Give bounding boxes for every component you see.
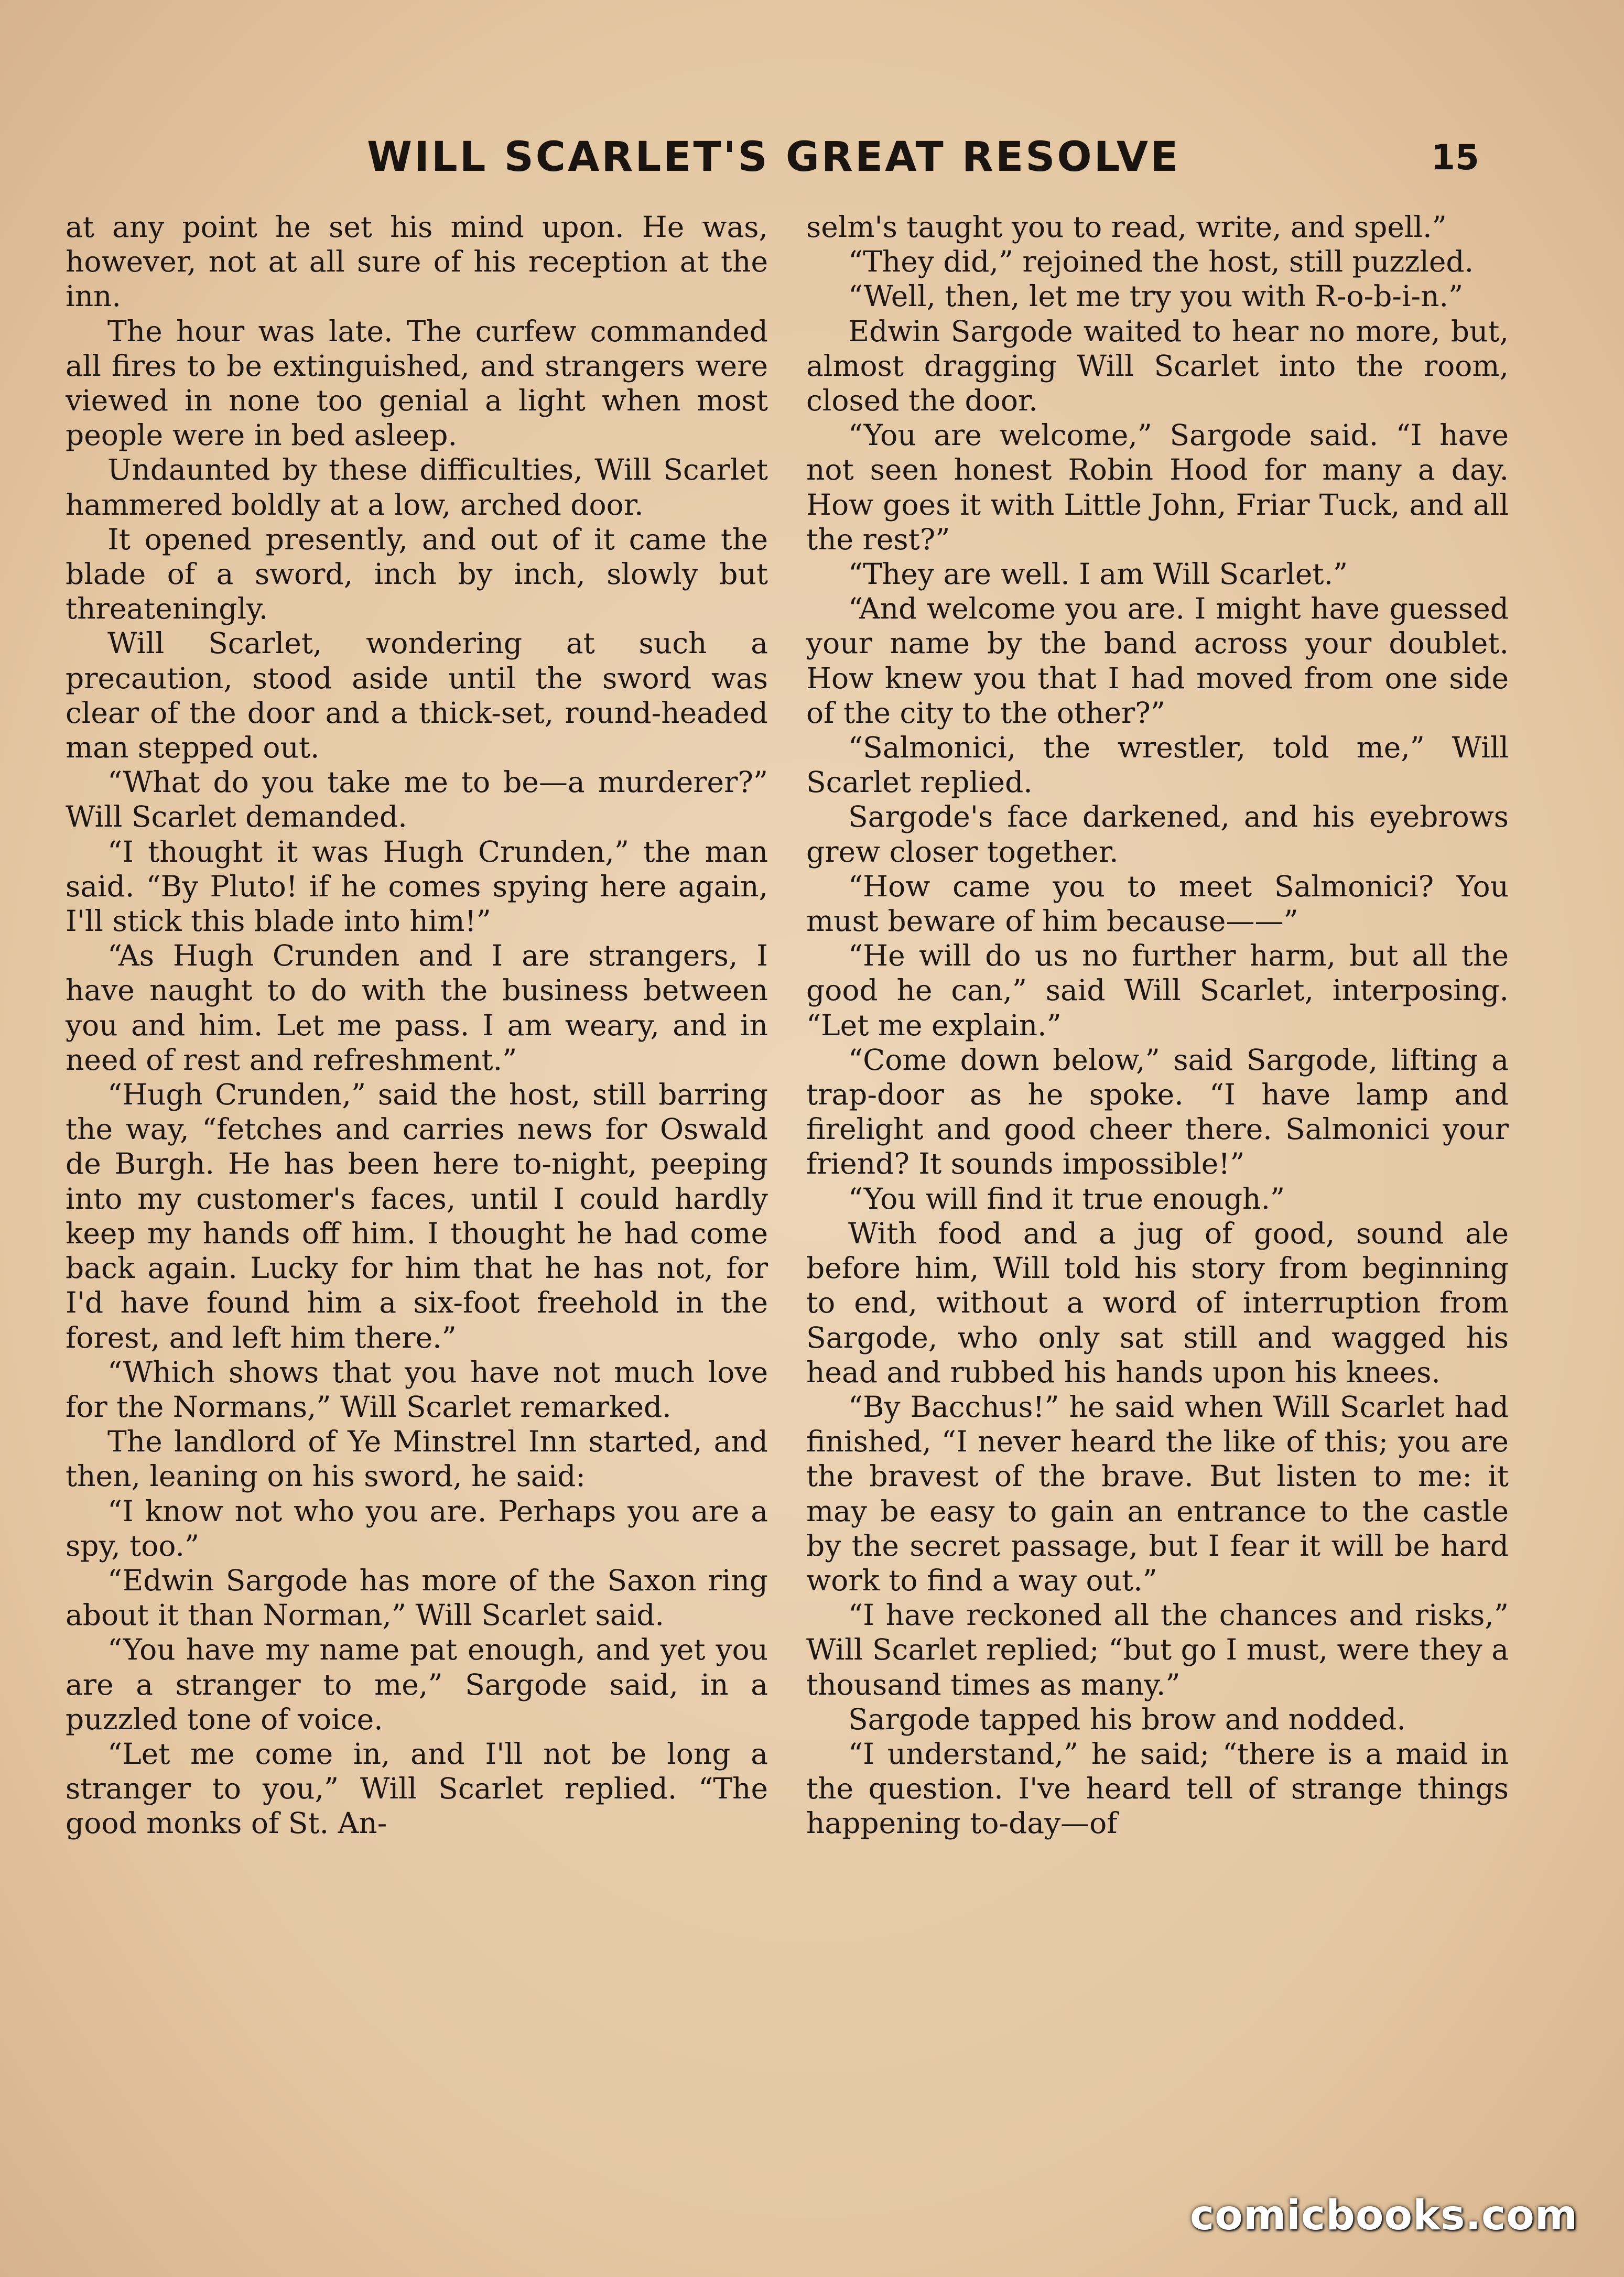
paragraph: “I thought it was Hugh Crunden,” the man said. “By Pluto! if he comes spying here again, I'll stick this blade into him!” (66, 834, 768, 938)
paragraph: “I have reckoned all the chances and risks,” Will Scarlet replied; “but go I must, were they a thousand times as many.” (806, 1598, 1509, 1701)
paragraph: “Hugh Crunden,” said the host, still barring the way, “fetches and carries news for Oswald de Burgh. He has been here to-night, peeping into my customer's faces, until I could hardly keep my hands off him. I thought he had come back again. Lucky for him that he has not, for I'd have found him a six-foot freehold in the forest, and left him there.” (66, 1078, 768, 1354)
paragraph: “Let me come in, and I'll not be long a stranger to you,” Will Scarlet replied. “The good monks of St. An- (66, 1737, 768, 1840)
paragraph: “As Hugh Crunden and I are strangers, I have naught to do with the business between you and him. Let me pass. I am weary, and in need of rest and refreshment.” (66, 939, 768, 1077)
paragraph: “He will do us no further harm, but all the good he can,” said Will Scarlet, interposing. “Let me explain.” (806, 939, 1509, 1042)
paragraph: It opened presently, and out of it came the blade of a sword, inch by inch, slowly but threateningly. (66, 522, 768, 626)
paragraph: The hour was late. The curfew commanded all fires to be extinguished, and strangers were viewed in none too genial a light when most people were in bed asleep. (66, 314, 768, 452)
page-number: 15 (1431, 137, 1479, 178)
paragraph: “I understand,” he said; “there is a maid in the question. I've heard tell of strange things happening to-day—of (806, 1737, 1509, 1840)
paragraph: The landlord of Ye Minstrel Inn started, and then, leaning on his sword, he said: (66, 1425, 768, 1493)
paragraph: Sargode tapped his brow and nodded. (848, 1702, 1406, 1736)
paragraph: “You are welcome,” Sargode said. “I have not seen honest Robin Hood for many a day. How goes it with Little John, Friar Tuck, and all the rest?” (806, 418, 1509, 556)
paragraph: “What do you take me to be—a murderer?” Will Scarlet demanded. (66, 765, 768, 834)
paragraph: selm's taught you to read, write, and spell.” (806, 210, 1447, 244)
watermark-text: comicbooks.com (1190, 2192, 1578, 2239)
paragraph: “I know not who you are. Perhaps you are a spy, too.” (66, 1494, 768, 1563)
paragraph: “You will find it true enough.” (848, 1181, 1285, 1216)
paragraph: Undaunted by these difficulties, Will Scarlet hammered boldly at a low, arched door. (66, 453, 768, 522)
paragraph: “Which shows that you have not much love for the Normans,” Will Scarlet remarked. (66, 1355, 768, 1424)
paragraph: “Come down below,” said Sargode, lifting a trap-door as he spoke. “I have lamp and firelight and good cheer there. Salmonici your friend? It sounds impossible!” (806, 1043, 1509, 1181)
paragraph: “They are well. I am Will Scarlet.” (848, 557, 1348, 591)
paragraph: “Edwin Sargode has more of the Saxon ring about it than Norman,” Will Scarlet said. (66, 1563, 768, 1632)
paragraph: “They did,” rejoined the host, still puzzled. (848, 245, 1474, 279)
paragraph: Edwin Sargode waited to hear no more, but, almost dragging Will Scarlet into the room, closed the door. (806, 314, 1509, 418)
paragraph: Will Scarlet, wondering at such a precaution, stood aside until the sword was clear of the door and a thick-set, round-headed man stepped out. (66, 626, 768, 765)
left-column (66, 210, 768, 1841)
paragraph: “Salmonici, the wrestler, told me,” Will Scarlet replied. (806, 731, 1509, 799)
right-column (806, 210, 1509, 1841)
paragraph: “And welcome you are. I might have guessed your name by the band across your doublet. How knew you that I had moved from one side of the city to the other?” (806, 592, 1509, 730)
paragraph: “How came you to meet Salmonici? You must beware of him because——” (806, 869, 1509, 938)
paragraph: “By Bacchus!” he said when Will Scarlet had finished, “I never heard the like of this; you are the bravest of the brave. But listen to me: it may be easy to gain an entrance to the castle by the secret passage, but I fear it will be hard work to find a way out.” (806, 1390, 1509, 1597)
paragraph: Sargode's face darkened, and his eyebrows grew closer together. (806, 800, 1509, 869)
paragraph: “Well, then, let me try you with R-o-b-i-n.” (848, 279, 1464, 313)
running-title: WILL SCARLET'S GREAT RESOLVE (367, 134, 1181, 181)
paragraph: “You have my name pat enough, and yet you are a stranger to me,” Sargode said, in a puzzled tone of voice. (66, 1633, 768, 1736)
paragraph: With food and a jug of good, sound ale before him, Will told his story from beginning to end, without a word of interruption from Sargode, who only sat still and wagged his head and rubbed his hands upon his knees. (806, 1216, 1509, 1389)
paragraph: at any point he set his mind upon. He was, however, not at all sure of his reception at the inn. (66, 210, 768, 313)
